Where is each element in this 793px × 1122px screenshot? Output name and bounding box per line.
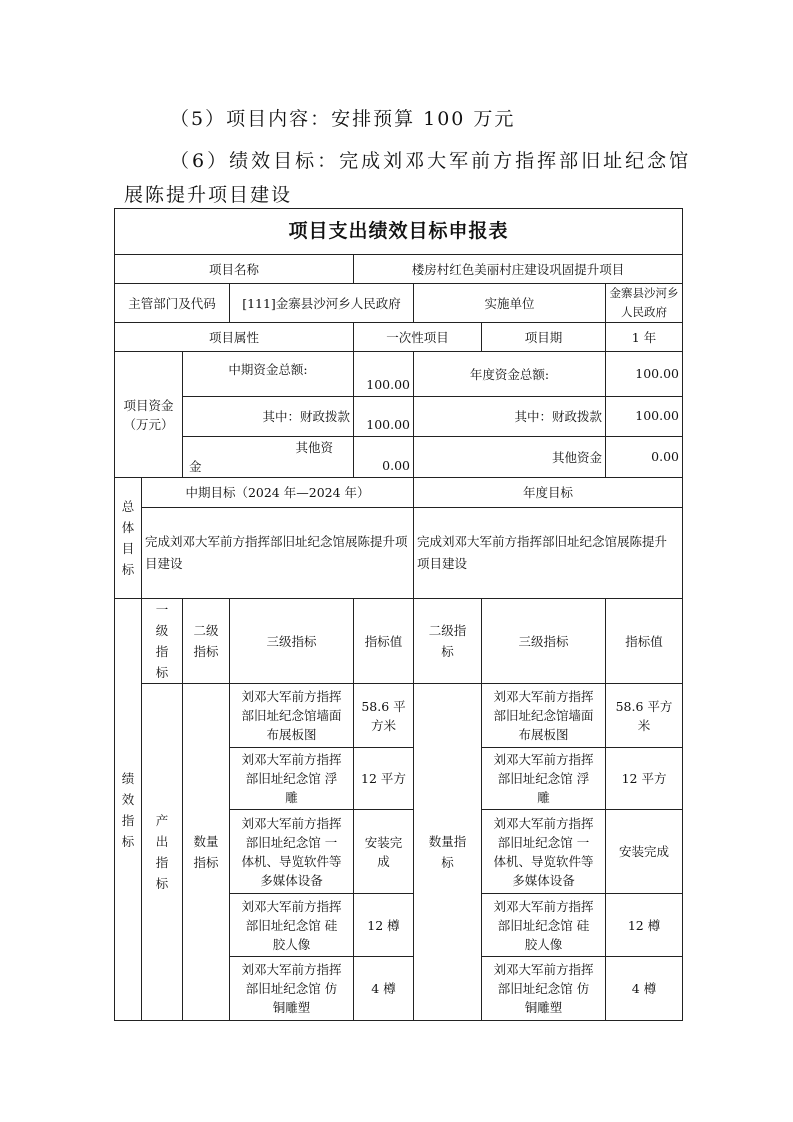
indicator-text-line: 米 [637,717,651,733]
dept-value: [111]金寨县沙河乡人民政府 [230,284,414,323]
mid-other-label [183,437,354,478]
project-period-value: 1 年 [606,323,683,352]
dept-label: 主管部门及代码 [115,284,230,323]
year-total-label: 年度资金总额: [414,352,606,397]
indicator-value-right [606,957,683,1021]
impl-unit-label: 实施单位 [414,284,606,323]
overall-goal-char: 目 [121,541,135,556]
level2-header-right-line: 二级指 [428,623,467,638]
level3-indicator [230,894,354,957]
indicator-text-line: 部旧址纪念馆 硅 [497,917,590,933]
indicator-text-line: 部旧址纪念馆 仿 [497,981,590,996]
level2-header-right-line: 标 [441,644,454,659]
quantity-indicator-label [183,684,230,1021]
project-name-value: 楼房村红色美丽村庄建设巩固提升项目 [354,255,683,284]
indicator-text-line: 多媒体设备 [512,872,575,888]
perf-label-char: 绩 [121,770,135,786]
project-name-label: 项目名称 [115,255,354,284]
indicator-text-line: 58.6 平方 [615,698,673,714]
performance-goal-table [114,208,683,1021]
indicator-text-line: 胶人像 [272,936,311,952]
indicator-value-right [606,810,683,894]
output-label-char: 产 [155,813,169,828]
mid-other-value: 0.00 [354,437,414,478]
indicator-text-line: 部旧址纪念馆 一 [245,834,338,850]
mid-other-label-line1: 其他资 [295,440,333,455]
mid-fiscal-label: 其中：财政拨款 [183,397,354,437]
indicator-text-line: 部旧址纪念馆墙面 [241,708,342,723]
mid-total-label: 中期资金总额: [183,352,354,397]
mid-fiscal-value: 100.00 [354,397,414,437]
indicator-text-line: 刘邓大军前方指挥 [493,689,594,704]
indicator-text-line: 雕 [537,790,550,805]
level2-header-line: 二级 [193,623,219,638]
indicator-value-right [606,894,683,957]
indicator-text-line: 12 樽 [367,917,400,933]
output-indicator-label [142,684,183,1021]
indicator-text-line: 部旧址纪念馆 浮 [245,771,338,786]
indicator-text-line: 雕 [285,790,298,805]
indicator-text-line: 部旧址纪念馆墙面 [493,708,594,723]
indicator-text-line: 12 平方 [361,771,406,786]
performance-indicator-label [115,599,142,1021]
level3-indicator-right [482,684,606,748]
level3-header: 三级指标 [230,599,354,684]
impl-unit-value: 金寨县沙河乡人民政府 [606,284,683,323]
year-other-label: 其他资金 [414,437,606,478]
indicator-text-line: 12 樽 [627,917,661,933]
indicator-text-line: 体机、导览软件等 [241,853,342,869]
output-label-char: 出 [155,834,169,849]
project-funds-label [115,352,183,478]
level3-indicator-right [482,810,606,894]
indicator-text-line: 刘邓大军前方指挥 [493,815,594,831]
mid-goal-text: 完成刘邓大军前方指挥部旧址纪念馆展陈提升项目建设 [142,508,414,599]
indicator-text-line: 部旧址纪念馆 一 [497,834,590,850]
level3-indicator [230,957,354,1021]
indicator-text-line: 4 樽 [371,981,396,996]
indicator-text-line: 刘邓大军前方指挥 [241,898,342,914]
indicator-text-line: 布展板图 [518,727,569,742]
indicator-text-line: 刘邓大军前方指挥 [493,752,594,767]
indicator-value [354,894,414,957]
perf-label-char: 标 [121,833,135,849]
level1-header-char: 级 [155,623,169,638]
quantity-label-right-line: 数量指 [428,834,467,849]
level2-header-line: 指标 [193,644,219,659]
output-label-char: 标 [155,876,169,891]
paragraph-performance-goal-line1: （6）绩效目标：完成刘邓大军前方指挥部旧址纪念馆 [170,150,692,172]
level3-header-right: 三级指标 [482,599,606,684]
quantity-label-line: 数量 [193,834,219,849]
indicator-text-line: 部旧址纪念馆 仿 [245,981,338,996]
quantity-label-line: 指标 [193,855,219,870]
level3-indicator-right [482,894,606,957]
indicator-value [354,684,414,748]
indicator-value [354,810,414,894]
table-title: 项目支出绩效目标申报表 [115,209,683,255]
year-other-value: 0.00 [606,437,683,478]
indicator-text-line: 58.6 平 [361,698,406,714]
project-attr-value: 一次性项目 [354,323,482,352]
value-header: 指标值 [354,599,414,684]
mid-goal-header: 中期目标（2024 年—2024 年） [142,478,414,508]
indicator-value [354,957,414,1021]
indicator-text-line: 安装完成 [619,844,670,859]
indicator-text-line: 铜雕塑 [272,1000,311,1015]
year-fiscal-label: 其中：财政拨款 [414,397,606,437]
level1-header [142,599,183,684]
indicator-text-line: 刘邓大军前方指挥 [241,689,342,704]
perf-label-char: 效 [121,791,135,807]
indicator-text-line: 成 [377,853,390,869]
overall-goal-char: 标 [121,562,135,577]
overall-goal-char: 总 [121,499,135,514]
paragraph-project-content: （5）项目内容：安排预算 100 万元 [170,108,516,130]
indicator-text-line: 部旧址纪念馆 硅 [245,917,338,933]
level3-indicator-right [482,748,606,810]
mid-total-value: 100.00 [354,352,414,397]
output-label-char: 指 [155,855,169,870]
indicator-text-line: 刘邓大军前方指挥 [493,962,594,977]
project-attr-label: 项目属性 [115,323,354,352]
overall-goal-label [115,478,142,599]
value-header-right: 指标值 [606,599,683,684]
indicator-text-line: 刘邓大军前方指挥 [493,898,594,914]
level2-header-right [414,599,482,684]
indicator-value [354,748,414,810]
project-period-label: 项目期 [482,323,606,352]
indicator-text-line: 体机、导览软件等 [493,853,594,869]
level1-header-char: 一 [155,602,169,617]
overall-goal-char: 体 [121,520,135,535]
quantity-label-right-line: 标 [441,855,454,870]
year-goal-header: 年度目标 [414,478,683,508]
year-total-value: 100.00 [606,352,683,397]
indicator-text-line: 布展板图 [266,727,317,742]
funds-label-line2: （万元） [123,416,174,432]
year-goal-text: 完成刘邓大军前方指挥部旧址纪念馆展陈提升项目建设 [414,508,683,599]
paragraph-performance-goal-line2: 展陈提升项目建设 [124,184,293,206]
indicator-text-line: 4 樽 [631,981,657,996]
quantity-indicator-label-right [414,684,482,1021]
mid-other-label-line2: 金 [189,459,202,474]
level3-indicator [230,684,354,748]
level1-header-char: 指 [155,644,169,659]
level3-indicator-right [482,957,606,1021]
indicator-text-line: 刘邓大军前方指挥 [241,752,342,767]
indicator-value-right [606,748,683,810]
indicator-text-line: 12 平方 [621,771,667,786]
indicator-text-line: 部旧址纪念馆 浮 [497,771,590,786]
indicator-value-right [606,684,683,748]
indicator-text-line: 多媒体设备 [260,872,323,888]
indicator-text-line: 铜雕塑 [524,1000,563,1015]
funds-label-line1: 项目资金 [123,397,174,413]
indicator-text-line: 安装完 [364,834,403,850]
indicator-text-line: 胶人像 [524,936,563,952]
perf-label-char: 指 [121,812,135,828]
level1-header-char: 标 [155,665,169,680]
level3-indicator [230,810,354,894]
indicator-text-line: 方米 [370,717,396,733]
level2-header [183,599,230,684]
year-fiscal-value: 100.00 [606,397,683,437]
level3-indicator [230,748,354,810]
indicator-text-line: 刘邓大军前方指挥 [241,962,342,977]
indicator-text-line: 刘邓大军前方指挥 [241,815,342,831]
